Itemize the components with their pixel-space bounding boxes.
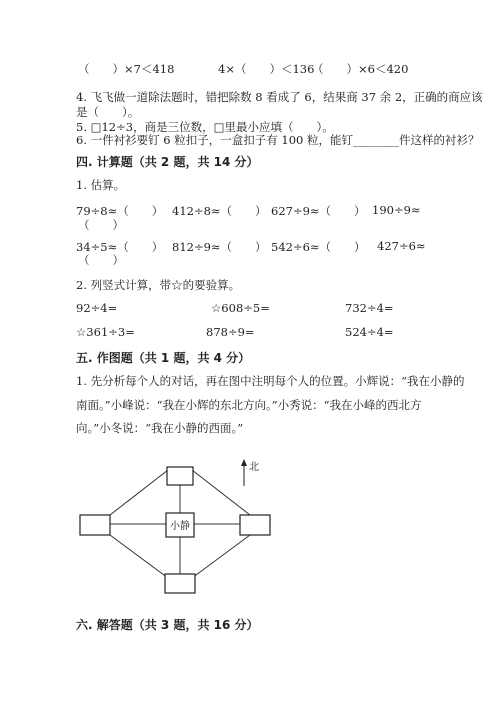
position-box-north: [167, 467, 193, 485]
drawing-question-line2: 南面。”小峰说：“我在小辉的东北方向。”小秀说：“我在小峰的西北方: [76, 398, 422, 412]
position-box-south: [165, 574, 195, 593]
position-box-west: [80, 515, 110, 535]
estimate-item: 812÷9≈（ ）: [172, 240, 267, 254]
question-4-line2: 是（ ）。: [76, 105, 140, 119]
diagram-line: [192, 535, 250, 578]
section-4-title: 四. 计算题（共 2 题，共 14 分）: [76, 155, 259, 169]
question-6: 6. 一件衬衫要钉 6 粒扣子，一盒扣子有 100 粒，能钉________件这样的衬衫？: [76, 133, 480, 147]
drawing-question-line3: 向。”小冬说：“我在小静的西面。”: [76, 421, 244, 435]
diagram-line: [192, 470, 250, 515]
inequality-2: 4×（ ）＜136: [218, 62, 315, 76]
calc-item: 878÷9=: [206, 325, 255, 339]
estimate-item: 412÷8≈（ ）: [172, 204, 267, 218]
vertical-calc-label: 2. 列竖式计算，带☆的要验算。: [76, 278, 241, 292]
estimate-item: 627÷9≈（ ）: [271, 204, 366, 218]
estimate-label: 1. 估算。: [76, 178, 126, 192]
section-6-title: 六. 解答题（共 3 题，共 16 分）: [76, 618, 259, 632]
calc-item: 732÷4=: [345, 301, 394, 315]
estimate-item: 542÷6≈（ ）: [271, 240, 366, 254]
calc-item: 92÷4=: [76, 301, 118, 315]
north-arrow-head-icon: [241, 459, 247, 466]
estimate-item: 190÷9≈: [372, 203, 421, 217]
north-label: 北: [249, 462, 259, 473]
calc-item: 524÷4=: [345, 325, 394, 339]
estimate-item: 34÷5≈（ ）: [76, 240, 164, 254]
diagram-line: [110, 535, 168, 578]
drawing-question-line1: 1. 先分析每个人的对话，再在图中注明每个人的位置。小辉说：“我在小静的: [76, 374, 465, 388]
diagram-line: [110, 470, 168, 515]
estimate-item: 79÷8≈（ ）: [76, 204, 164, 218]
estimate-item-continuation: （ ）: [78, 218, 124, 232]
center-label: 小静: [170, 521, 190, 532]
calc-item: ☆361÷3=: [76, 325, 135, 339]
section-5-title: 五. 作图题（共 1 题，共 4 分）: [76, 351, 251, 365]
question-4-line1: 4. 飞飞做一道除法题时，错把除数 8 看成了 6，结果商 37 余 2，正确的商应该: [76, 90, 483, 104]
calc-item: ☆608÷5=: [211, 301, 270, 315]
position-box-east: [240, 515, 270, 535]
inequality-1: （ ）×7＜418: [78, 62, 175, 76]
inequality-3: （ ）×6＜420: [312, 62, 409, 76]
estimate-item-continuation: （ ）: [78, 253, 124, 267]
question-5: 5. □12÷3，商是三位数，□里最小应填（ ）。: [76, 120, 334, 134]
estimate-item: 427÷6≈: [377, 239, 426, 253]
